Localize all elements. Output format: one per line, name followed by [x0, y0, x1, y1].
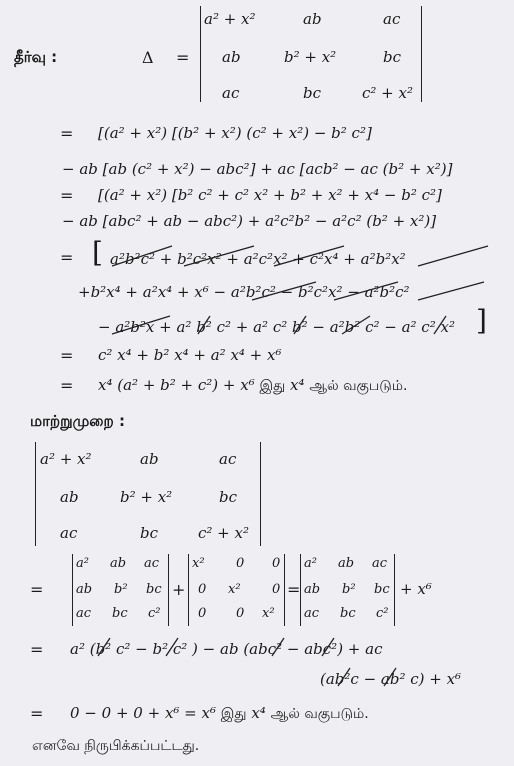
alternate-method-label: மாற்றுமுறை :: [30, 412, 125, 430]
expansion-step: − a²b²x + a² b² c² + a² c² b² − a²b² c² − a² c² x²: [98, 318, 455, 336]
matrix-cell: 0: [272, 582, 281, 597]
expansion-step: a²b²c² + b²c²x² + a²c²x² + c²x⁴ + a²b²x²: [110, 250, 406, 268]
matrix-cell: ac: [144, 556, 160, 571]
equals-sign: =: [30, 640, 44, 659]
factored-expression: x⁴ (a² + b² + c²) + x⁶: [98, 376, 255, 394]
matrix-cell: ac: [383, 10, 401, 28]
matrix-cell: bc: [112, 606, 128, 621]
matrix-cell: x²: [262, 606, 275, 621]
matrix-cell: ac: [304, 606, 320, 621]
plus-x6-term: + x⁶: [400, 580, 432, 598]
close-bracket: ]: [476, 304, 487, 337]
expansion-step: +b²x⁴ + a²x⁴ + x⁶ − a²b²c² − b²c²x² − a²b²c²: [78, 283, 410, 301]
matrix-cell: x²: [228, 582, 241, 597]
matrix-cell: x²: [192, 556, 205, 571]
equals-sign: =: [60, 346, 74, 365]
expansion-step: − ab [ab (c² + x²) − abc²] + ac [acb² − ac (b² + x²)]: [62, 160, 453, 178]
matrix-cell: a² + x²: [40, 450, 92, 468]
plus-sign: +: [172, 580, 186, 599]
equals-sign: =: [60, 186, 74, 205]
matrix-cell: b²: [342, 582, 356, 597]
matrix-cell: c²: [376, 606, 389, 621]
matrix-cell: ac: [60, 524, 78, 542]
expansion-step: c² x⁴ + b² x⁴ + a² x⁴ + x⁶: [98, 346, 282, 364]
determinant-right-bar: [168, 554, 169, 626]
determinant-right-bar: [260, 442, 261, 546]
determinant-left-bar: [188, 554, 189, 626]
solution-label: தீர்வு :: [14, 48, 58, 66]
matrix-cell: a²: [304, 556, 317, 571]
strike-mark: [418, 246, 488, 266]
matrix-cell: bc: [146, 582, 162, 597]
tamil-divides-word: இது: [259, 378, 286, 394]
matrix-cell: c²: [148, 606, 161, 621]
conclusion-text: எனவே நிருபிக்கப்பட்டது.: [32, 738, 200, 754]
matrix-cell: b² + x²: [120, 488, 173, 506]
tamil-divisible-phrase: ஆல் வகுபடும்.: [270, 706, 369, 722]
determinant-right-bar: [284, 554, 285, 626]
determinant-left-bar: [200, 6, 201, 102]
matrix-cell: ab: [110, 556, 127, 571]
equals-sign: =: [30, 580, 44, 599]
equals-sign: =: [60, 376, 74, 395]
divisor-term: x⁴: [251, 704, 266, 722]
determinant-left-bar: [35, 442, 36, 546]
expansion-step: [(a² + x²) [(b² + x²) (c² + x²) − b² c²]: [98, 124, 372, 142]
matrix-cell: ab: [304, 582, 321, 597]
expansion-step: [98, 376, 407, 396]
matrix-cell: a²: [76, 556, 89, 571]
open-bracket: [: [92, 236, 103, 269]
delta-symbol: Δ: [142, 48, 154, 67]
matrix-cell: bc: [303, 84, 322, 102]
matrix-cell: b² + x²: [284, 48, 337, 66]
matrix-cell: ac: [219, 450, 237, 468]
matrix-cell: ab: [76, 582, 93, 597]
alternate-expansion-line: (ab²c − ab² c) + x⁶: [320, 670, 462, 688]
matrix-cell: bc: [383, 48, 402, 66]
determinant-right-bar: [394, 554, 395, 626]
matrix-cell: ac: [222, 84, 240, 102]
matrix-cell: 0: [236, 556, 245, 571]
matrix-cell: a² + x²: [204, 10, 256, 28]
equals-sign: =: [60, 248, 74, 267]
equals-sign: =: [60, 124, 74, 143]
final-expression: 0 − 0 + 0 + x⁶ = x⁶: [70, 704, 216, 722]
expansion-step: − ab [abc² + ab − abc²) + a²c²b² − a²c² (b² + x²)]: [62, 212, 437, 230]
determinant-left-bar: [72, 554, 73, 626]
alternate-expansion-line: a² (b² c² − b² c² ) − ab (abc² − abc²) + ac: [70, 640, 383, 658]
matrix-cell: ab: [222, 48, 241, 66]
strike-mark: [418, 282, 484, 300]
matrix-cell: b²: [114, 582, 128, 597]
matrix-cell: ab: [60, 488, 79, 506]
final-result-line: [70, 704, 369, 724]
matrix-cell: 0: [272, 556, 281, 571]
matrix-cell: ab: [338, 556, 355, 571]
matrix-cell: bc: [140, 524, 159, 542]
matrix-cell: 0: [236, 606, 245, 621]
tamil-divisible-phrase: ஆல் வகுபடும்.: [309, 378, 408, 394]
equals-sign: =: [176, 48, 190, 67]
determinant-right-bar: [421, 6, 422, 102]
matrix-cell: ac: [372, 556, 388, 571]
matrix-cell: c² + x²: [198, 524, 249, 542]
equals-sign: =: [30, 704, 44, 723]
matrix-cell: bc: [374, 582, 390, 597]
matrix-cell: ac: [76, 606, 92, 621]
matrix-cell: bc: [219, 488, 238, 506]
matrix-cell: ab: [140, 450, 159, 468]
matrix-cell: ab: [303, 10, 322, 28]
expansion-step: [(a² + x²) [b² c² + c² x² + b² + x² + x⁴ − b² c²]: [98, 186, 442, 204]
matrix-cell: c² + x²: [362, 84, 413, 102]
matrix-cell: 0: [198, 582, 207, 597]
equals-sign: =: [287, 580, 301, 599]
matrix-cell: 0: [198, 606, 207, 621]
matrix-cell: bc: [340, 606, 356, 621]
tamil-divides-word: இது: [220, 706, 247, 722]
determinant-left-bar: [300, 554, 301, 626]
divisor-term: x⁴: [290, 376, 305, 394]
